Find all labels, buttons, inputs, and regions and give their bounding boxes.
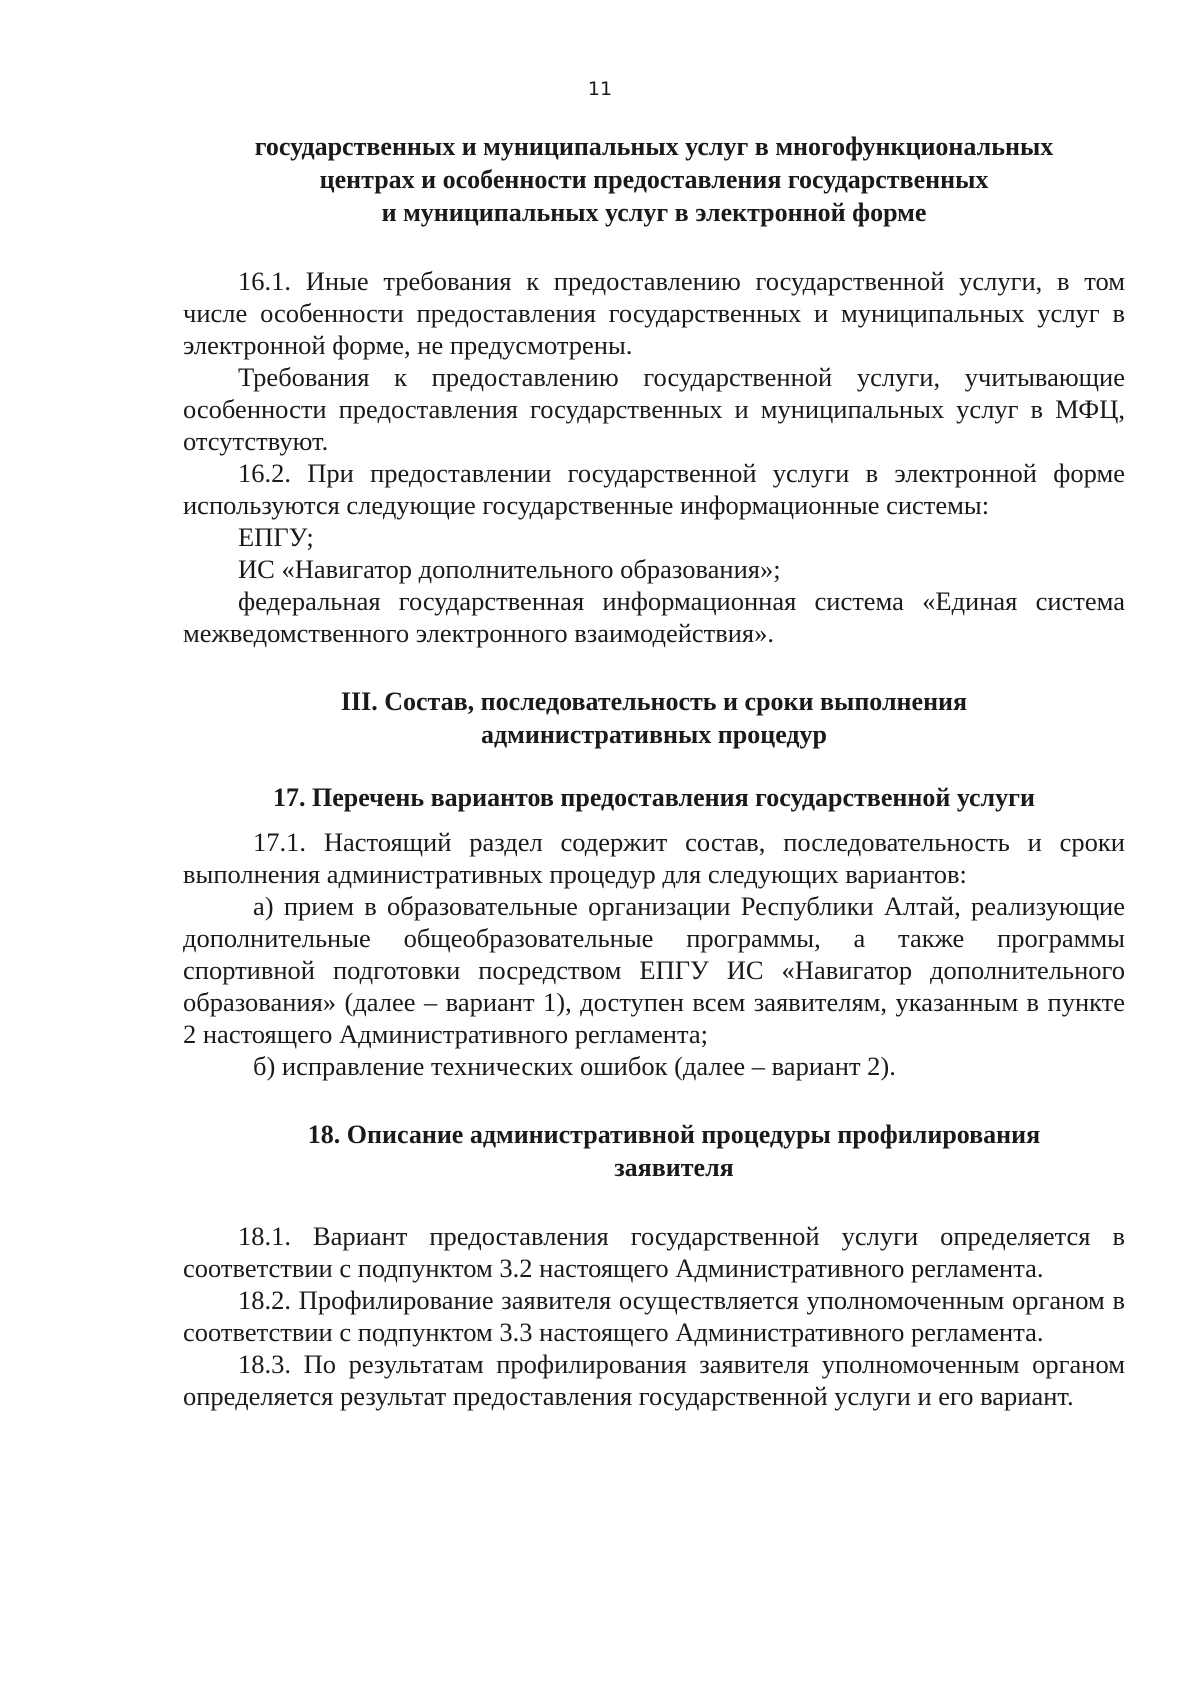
heading-line: 18. Описание административной процедуры профилирования: [307, 1120, 1041, 1149]
paragraph-16-1-mfc: Требования к предоставлению государственной услуги, учитывающие особенности предоставления государственных и муниципальных услуг в МФЦ, отсутствуют.: [183, 362, 1125, 456]
paragraph-16-2: 16.2. При предоставлении государственной услуги в электронной форме используются следующие государственные информационные системы:: [183, 458, 1125, 520]
list-item-epgu: ЕПГУ;: [238, 522, 314, 552]
heading-line: административных процедур: [480, 720, 828, 749]
section-17-heading: 17. Перечень вариантов предоставления государственной услуги: [273, 783, 1035, 812]
section-16-heading-continued: [183, 130, 1125, 229]
heading-line: и муниципальных услуг в электронной форме: [381, 198, 927, 227]
paragraph-18-3: 18.3. По результатам профилирования заявителя уполномоченным органом определяется результат предоставления государственной услуги и его вариант.: [183, 1349, 1125, 1411]
list-item-smev: федеральная государственная информационная система «Единая система межведомственного электронного взаимодействия».: [183, 586, 1125, 648]
heading-line: государственных и муниципальных услуг в многофункциональных: [254, 132, 1054, 161]
heading-line: III. Состав, последовательность и сроки выполнения: [340, 687, 968, 716]
page-number: 11: [587, 78, 613, 100]
heading-line: центрах и особенности предоставления государственных: [319, 165, 989, 194]
list-item-variant-1: а) прием в образовательные организации Республики Алтай, реализующие дополнительные общеобразовательные программы, а также программы спортивной подготовки посредством ЕПГУ ИС «Навигатор дополнительного образования» (далее – вариант 1), доступен всем заявителям, указанным в пункте 2 настоящего Административного регламента;: [183, 891, 1125, 1049]
list-item-variant-2: б) исправление технических ошибок (далее – вариант 2).: [253, 1051, 896, 1081]
list-item-navigator: ИС «Навигатор дополнительного образования»;: [238, 554, 781, 584]
paragraph-17-1: 17.1. Настоящий раздел содержит состав, последовательность и сроки выполнения административных процедур для следующих вариантов:: [183, 827, 1125, 889]
paragraph-18-2: 18.2. Профилирование заявителя осуществляется уполномоченным органом в соответствии с подпунктом 3.3 настоящего Административного регламента.: [183, 1285, 1125, 1347]
paragraph-18-1: 18.1. Вариант предоставления государственной услуги определяется в соответствии с подпунктом 3.2 настоящего Административного регламента.: [183, 1221, 1125, 1283]
paragraph-16-1: 16.1. Иные требования к предоставлению государственной услуги, в том числе особенности предоставления государственных и муниципальных услуг в электронной форме, не предусмотрены.: [183, 266, 1125, 360]
section-III-heading: [183, 685, 1125, 751]
page-content: [183, 130, 1125, 1412]
section-18-heading: [183, 1118, 1125, 1184]
heading-line: заявителя: [614, 1153, 734, 1182]
